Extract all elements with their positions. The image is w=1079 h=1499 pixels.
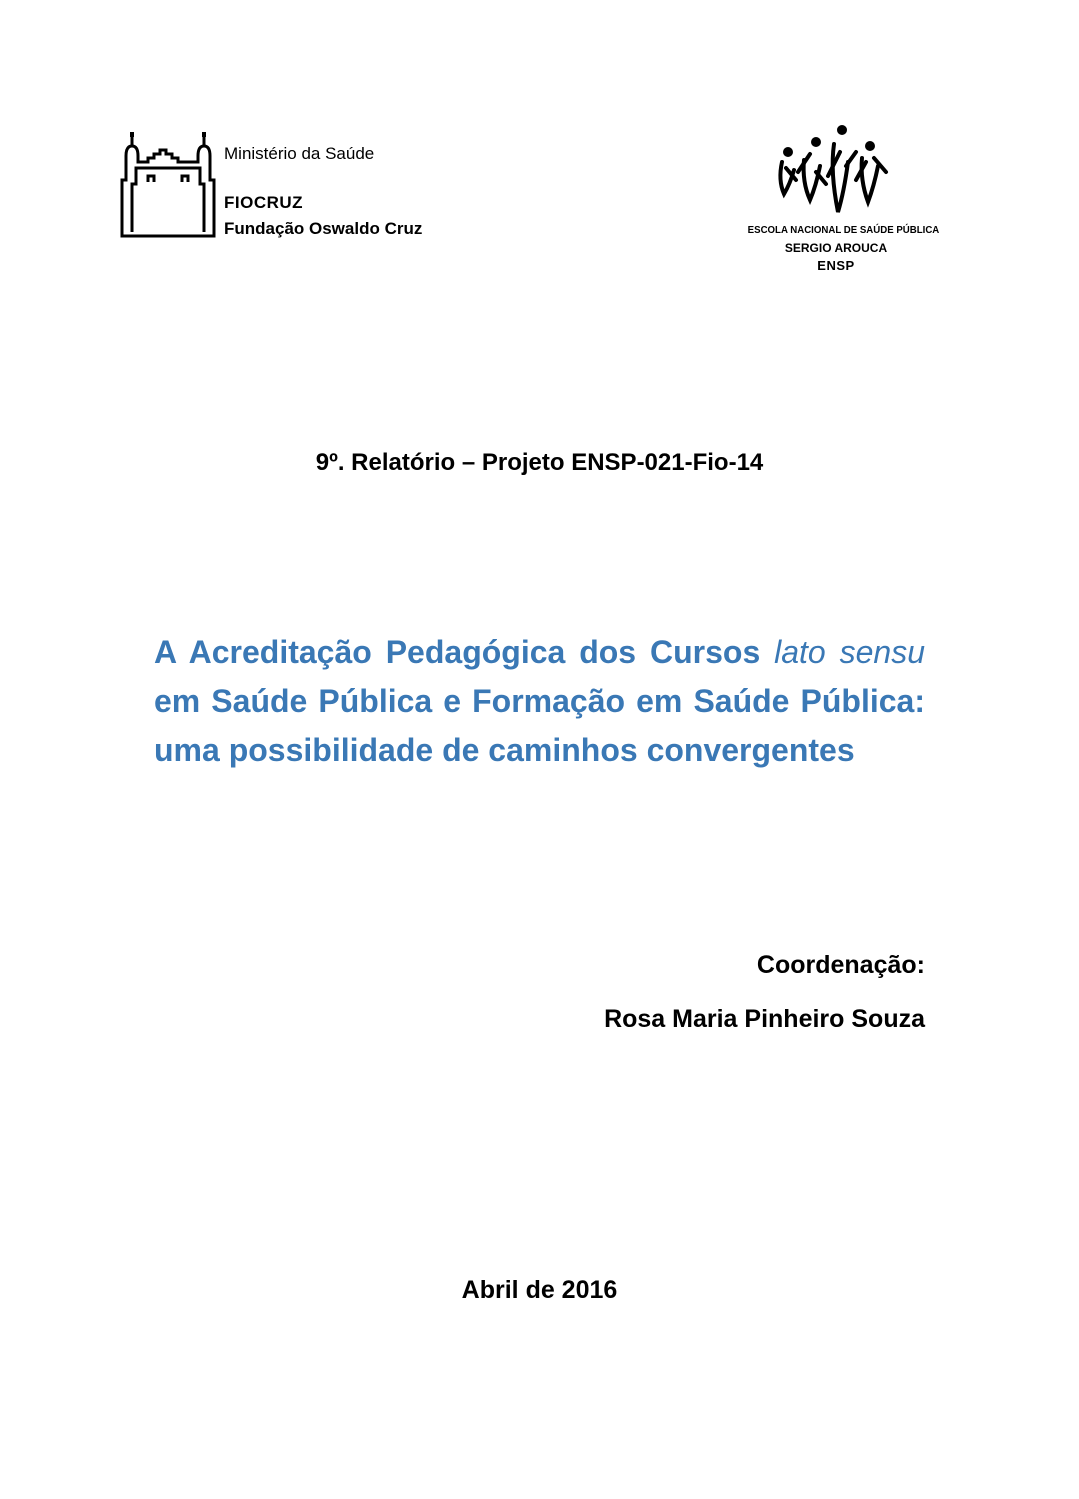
fiocruz-logo	[120, 128, 460, 243]
coordination-label: Coordenação:	[756, 951, 925, 979]
title-italic-term: lato sensu	[774, 634, 925, 670]
ensp-school-subtitle: SERGIO AROUCA	[784, 241, 888, 255]
fiocruz-name: FIOCRUZ	[224, 193, 304, 212]
publication-date: Abril de 2016	[461, 1276, 618, 1304]
ensp-logo	[740, 122, 940, 282]
document-title	[154, 628, 925, 775]
ensp-school-name: ESCOLA NACIONAL DE SAÚDE PÚBLICA	[747, 224, 940, 236]
fiocruz-castle-icon	[120, 128, 218, 240]
foundation-name: Fundação Oswaldo Cruz	[224, 219, 423, 238]
report-heading: 9º. Relatório – Projeto ENSP-021-Fio-14	[315, 449, 764, 476]
title-part-1: A Acreditação Pedagógica dos Cursos	[154, 634, 775, 670]
ensp-acronym: ENSP	[817, 258, 855, 273]
coordinator-name: Rosa Maria Pinheiro Souza	[604, 1005, 925, 1033]
ensp-dancing-figures-icon	[774, 122, 894, 222]
title-part-2: em Saúde Pública e Formação em Saúde Pública: uma possibilidade de caminhos convergentes	[154, 683, 925, 768]
ministry-name: Ministério da Saúde	[224, 144, 375, 163]
